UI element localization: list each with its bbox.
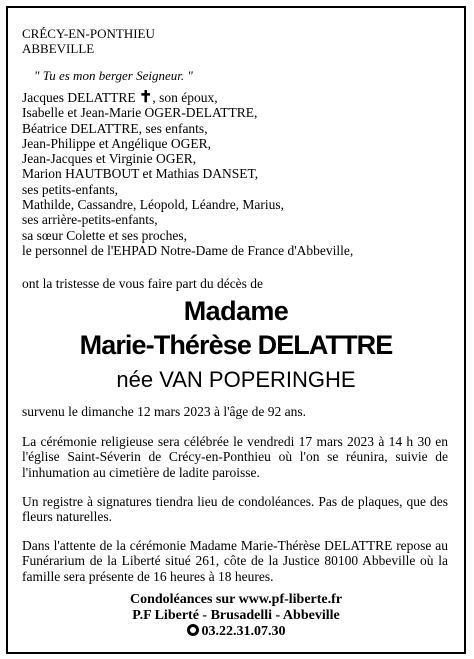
spouse-name: Jacques DELATTRE — [22, 90, 136, 105]
ceremony-text: La cérémonie religieuse sera célébrée le vendredi 17 mars 2023 à 14 h 30 en l'église Saint-Séverin de Crécy-en-Ponthieu où l'on se réunira, suivie de l'inhumation au cimetière de ladite paroisse. — [22, 434, 448, 480]
family-line: ses arrière-petits-enfants, — [22, 212, 158, 228]
location-town: CRÉCY-EN-PONTHIEU — [22, 26, 155, 41]
funeral-home-text: Dans l'attente de la cérémonie Madame Marie-Thérèse DELATTRE repose au Funérarium de la Liberté situé 261, côte de la Justice 80100 Abbeville où la famille sera présente de 16 heures à 18 heures. — [22, 538, 448, 584]
announcement: ont la tristesse de vous faire part du décès de — [22, 276, 264, 291]
funeral-company: P.F Liberté - Brusadelli - Abbeville — [132, 608, 340, 623]
phone-line — [8, 624, 464, 640]
family-line: Marion HAUTBOUT et Mathias DANSET, — [22, 166, 259, 182]
family-line: Mathilde, Cassandre, Léopold, Léandre, Marius, — [22, 197, 285, 213]
location-city: ABBEVILLE — [22, 41, 95, 56]
deceased-title: Madame — [183, 296, 289, 326]
cross-icon: ✝ — [138, 89, 153, 106]
family-list — [22, 90, 353, 258]
family-line: le personnel de l'EHPAD Notre-Dame de France d'Abbeville, — [22, 242, 354, 258]
deceased-block — [8, 294, 464, 395]
spouse-role: , son époux, — [152, 90, 218, 105]
family-line: Béatrice DELATTRE, ses enfants, — [22, 120, 208, 136]
phone-icon — [187, 624, 199, 636]
family-line: Isabelle et Jean-Marie OGER-DELATTRE, — [22, 105, 258, 121]
register-text: Un registre à signatures tiendra lieu de condoléances. Pas de plaques, que des fleurs naturelles. — [22, 494, 448, 525]
phone-number[interactable]: 03.22.31.07.30 — [201, 624, 286, 639]
deceased-maiden-name: née VAN POPERINGHE — [116, 367, 356, 392]
quote: " Tu es mon berger Seigneur. " — [34, 68, 193, 83]
family-line: Jean-Philippe et Angélique OGER, — [22, 135, 211, 151]
family-line: sa sœur Colette et ses proches, — [22, 227, 187, 243]
death-date-text: survenu le dimanche 12 mars 2023 à l'âge de 92 ans. — [22, 404, 306, 419]
footer — [8, 592, 464, 640]
condolences-link[interactable]: Condoléances sur www.pf-liberte.fr — [129, 592, 343, 607]
family-line: ses petits-enfants, — [22, 181, 118, 197]
family-line: Jean-Jacques et Virginie OGER, — [22, 151, 197, 167]
deceased-name: Marie-Thérèse DELATTRE — [79, 330, 393, 360]
obituary-notice — [6, 6, 466, 654]
family-line — [22, 90, 353, 105]
location-header — [22, 26, 155, 56]
